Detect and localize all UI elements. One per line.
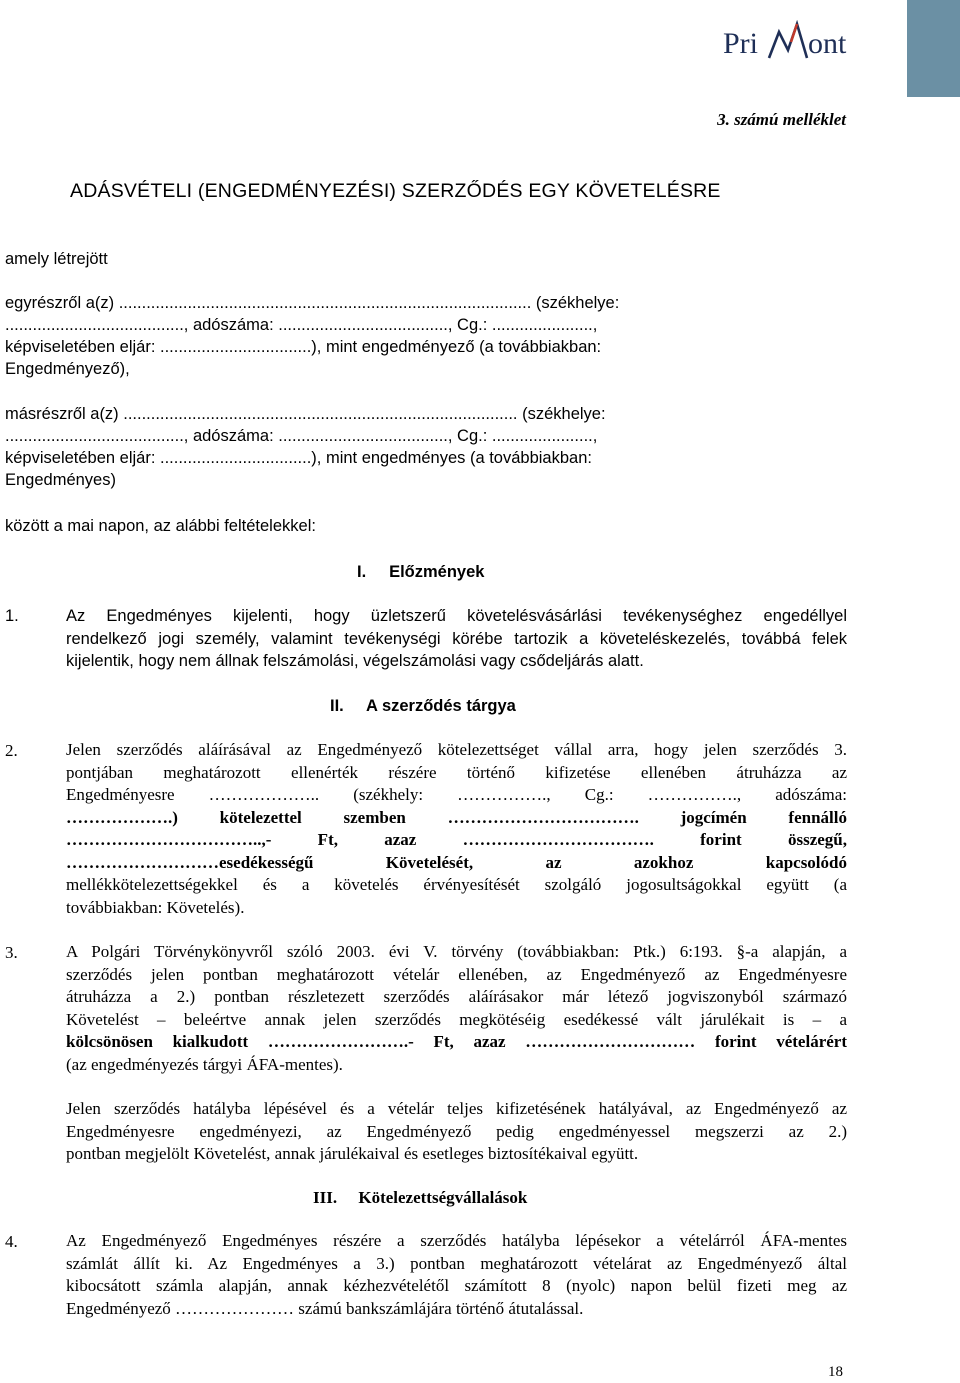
party2-line1: másrészről a(z) ...................................................................................... (székhelye: [5, 405, 606, 423]
paragraph-line: szerződés jelen pontban meghatározott vételár ellenében, az Engedményező az Engedményesre [66, 964, 847, 984]
party1-line4: Engedményező), [5, 360, 130, 378]
paragraph-line: Az Engedményes kijelenti, hogy üzletszerű követelésvásárlási tevékenységhez engedéllyel [66, 607, 847, 625]
paragraph-line: pontjában meghatározott ellenérték részére történő kifizetése ellenében átruházza az [66, 762, 847, 782]
logo-text-left: Pri [723, 27, 759, 60]
party2-line4: Engedményes) [5, 471, 116, 489]
paragraph-line: (az engedményezés tárgyi ÁFA-mentes). [66, 1054, 343, 1074]
primont-logo [723, 20, 863, 62]
conditions-text: között a mai napon, az alábbi feltételekkel: [5, 517, 316, 535]
paragraph-line: Az Engedményező Engedményes részére a szerződés hatályba lépésekor a vételárról ÁFA-mentes [66, 1231, 847, 1250]
paragraph-1 [66, 605, 847, 673]
page-number: 18 [828, 1364, 843, 1380]
paragraph-line: Jelen szerződés hatályba lépésével és a vételár teljes kifizetésének hatályával, az Engedményező az [66, 1099, 847, 1118]
intro-text: amely létrejött [5, 250, 108, 268]
logo-m-icon [767, 20, 809, 62]
corner-accent-block [907, 0, 960, 97]
party2-line3: képviseletében eljár: .................................), mint engedményes (a továbbiakban: [5, 449, 592, 467]
paragraph-line: rendelkező jogi személy, valamint tevékenységi körébe tartozik a követeléskezelés, továbbá felek [66, 629, 847, 648]
paragraph-4 [66, 1230, 847, 1320]
party1-line1: egyrészről a(z) .......................................................................................... (székhelye: [5, 294, 620, 312]
paragraph-line: átruházza a 2.) pontban részletezett szerződés aláírásakor már létező jogviszonyból származó [66, 987, 847, 1006]
logo-text-right: ont [808, 27, 847, 60]
paragraph-line: ………………………esedékességű Követelését, az azokhoz kapcsolódó [66, 852, 847, 872]
paragraph-line: Engedményesre engedményezi, az Engedményező pedig engedményessel megszerzi az 2.) [66, 1121, 847, 1141]
paragraph-number-4: 4. [5, 1232, 18, 1251]
paragraph-number-2: 2. [5, 741, 18, 760]
paragraph-line: kijelentik, hogy nem állnak felszámolási, végelszámolási vagy csődeljárás alatt. [66, 652, 644, 670]
paragraph-line: ……………………………..,- Ft, azaz ……………………………. forint összegű, [66, 830, 847, 849]
section-heading-3: III. Kötelezettségvállalások [313, 1188, 528, 1207]
paragraph-line: pontban megjelölt Követelést, annak járulékaival és esetleges biztosítékaival együtt. [66, 1144, 639, 1163]
party1-line3: képviseletében eljár: .................................), mint engedményező (a továbbiakban: [5, 338, 602, 356]
paragraph-line: kibocsátott számla alapján, annak kézhezvételétől számított 8 (nyolc) napon belül fizeti meg az [66, 1276, 847, 1295]
paragraph-line: Követelést – beleértve annak jelen szerződés megkötéséig esedékessé vált járulékait is – a [66, 1009, 847, 1029]
paragraph-line: A Polgári Törvénykönyvről szóló 2003. évi V. törvény (továbbiakban: Ptk.) 6:193. §-a alapján, a [66, 942, 847, 961]
paragraph-number-3: 3. [5, 943, 18, 962]
paragraph-number-1: 1. [5, 607, 19, 625]
paragraph-3 [66, 941, 847, 1076]
paragraph-line: továbbiakban: Követelés). [66, 897, 245, 917]
section-heading-2: II. A szerződés tárgya [330, 697, 516, 715]
section-heading-1: I. Előzmények [357, 563, 485, 581]
paragraph-line: Engedményező ………………… számú bankszámlájára történő átutalással. [66, 1298, 584, 1318]
paragraph-line: Engedményesre ……………….. (székhely: ……………., Cg.: ……………., adószáma: [66, 785, 847, 804]
paragraph-3b [66, 1098, 847, 1166]
appendix-label: 3. számú melléklet [717, 110, 846, 129]
paragraph-line: ……………….) kötelezettel szemben ……………………………. jogcímén fennálló [66, 807, 847, 827]
party1-line2: ......................................., adószáma: ....................................., Cg.: ......................, [5, 316, 598, 334]
party2-line2: ......................................., adószáma: ....................................., Cg.: ......................, [5, 427, 598, 445]
paragraph-line: mellékkötelezettségekkel és a követelés érvényesítését szolgáló jogosultságokkal együtt (a [66, 875, 847, 894]
paragraph-line: kölcsönösen kialkudott …………………….- Ft, azaz ………………………… forint vételárért [66, 1032, 847, 1051]
document-title: ADÁSVÉTELI (ENGEDMÉNYEZÉSI) SZERZŐDÉS EGY KÖVETELÉSRE [70, 180, 721, 202]
paragraph-line: Jelen szerződés aláírásával az Engedményező kötelezettséget vállal arra, hogy jelen szerződés 3. [66, 740, 847, 759]
paragraph-line: számlát állít ki. Az Engedményes a 3.) pontban meghatározott vételárat az Engedményező által [66, 1253, 847, 1273]
paragraph-2 [66, 739, 847, 919]
